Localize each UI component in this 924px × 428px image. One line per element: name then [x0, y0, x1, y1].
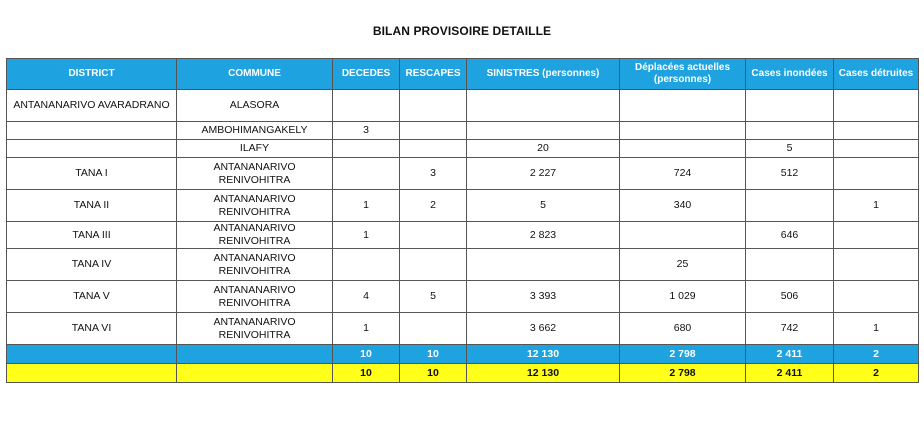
cell-decedes — [333, 140, 400, 158]
cell-cases-detruites: 1 — [834, 313, 919, 345]
cell-decedes — [333, 249, 400, 281]
cell-sinistres — [467, 90, 620, 122]
table-row — [7, 249, 919, 281]
cell-district: TANA VI — [7, 313, 177, 345]
cell-district: TANA IV — [7, 249, 177, 281]
col-header-cases-inondees: Cases inondées — [746, 59, 834, 90]
cell-commune: ANTANANARIVO RENIVOHITRA — [177, 249, 333, 281]
cell-cases-inondees: 506 — [746, 281, 834, 313]
cell-commune: ANTANANARIVO RENIVOHITRA — [177, 158, 333, 190]
cell-commune: ANTANANARIVO RENIVOHITRA — [177, 222, 333, 249]
cell-sinistres: 2 823 — [467, 222, 620, 249]
cell-commune: AMBOHIMANGAKELY — [177, 122, 333, 140]
cell-decedes: 4 — [333, 281, 400, 313]
cell-rescapes: 5 — [400, 281, 467, 313]
cell-total-sinistres: 12 130 — [467, 364, 620, 383]
cell-deplacees: 340 — [620, 190, 746, 222]
cell-cases-detruites — [834, 281, 919, 313]
cell-rescapes — [400, 249, 467, 281]
col-header-sinistres: SINISTRES (personnes) — [467, 59, 620, 90]
cell-cases-detruites — [834, 90, 919, 122]
cell-commune — [177, 345, 333, 364]
cell-deplacees — [620, 222, 746, 249]
cell-cases-inondees — [746, 249, 834, 281]
cell-sinistres: 3 393 — [467, 281, 620, 313]
cell-total-decedes: 10 — [333, 345, 400, 364]
cell-total-cases-detruites: 2 — [834, 345, 919, 364]
cell-district — [7, 364, 177, 383]
total-row-yellow — [7, 364, 919, 383]
page-title: BILAN PROVISOIRE DETAILLE — [372, 24, 552, 38]
cell-total-cases-inondees: 2 411 — [746, 345, 834, 364]
table-row — [7, 281, 919, 313]
cell-sinistres: 5 — [467, 190, 620, 222]
cell-rescapes: 2 — [400, 190, 467, 222]
cell-commune — [177, 364, 333, 383]
bilan-table — [6, 58, 919, 383]
cell-deplacees: 1 029 — [620, 281, 746, 313]
cell-decedes: 1 — [333, 222, 400, 249]
cell-decedes — [333, 158, 400, 190]
cell-decedes: 3 — [333, 122, 400, 140]
cell-decedes: 1 — [333, 313, 400, 345]
cell-district: ANTANANARIVO AVARADRANO — [7, 90, 177, 122]
cell-total-rescapes: 10 — [400, 364, 467, 383]
cell-district: TANA III — [7, 222, 177, 249]
cell-decedes: 1 — [333, 190, 400, 222]
cell-total-deplacees: 2 798 — [620, 364, 746, 383]
col-header-district: DISTRICT — [7, 59, 177, 90]
table-row — [7, 158, 919, 190]
cell-total-cases-detruites: 2 — [834, 364, 919, 383]
cell-rescapes — [400, 90, 467, 122]
cell-commune: ANTANANARIVO RENIVOHITRA — [177, 281, 333, 313]
cell-commune: ANTANANARIVO RENIVOHITRA — [177, 190, 333, 222]
total-row-blue — [7, 345, 919, 364]
cell-deplacees: 680 — [620, 313, 746, 345]
cell-sinistres — [467, 122, 620, 140]
cell-cases-inondees: 646 — [746, 222, 834, 249]
cell-cases-inondees — [746, 90, 834, 122]
cell-district: TANA II — [7, 190, 177, 222]
cell-rescapes: 3 — [400, 158, 467, 190]
cell-rescapes — [400, 313, 467, 345]
cell-rescapes — [400, 122, 467, 140]
col-header-rescapes: RESCAPES — [400, 59, 467, 90]
cell-commune: ALASORA — [177, 90, 333, 122]
cell-total-cases-inondees: 2 411 — [746, 364, 834, 383]
cell-sinistres — [467, 249, 620, 281]
cell-district — [7, 345, 177, 364]
cell-deplacees: 25 — [620, 249, 746, 281]
cell-deplacees: 724 — [620, 158, 746, 190]
cell-district: TANA V — [7, 281, 177, 313]
cell-deplacees — [620, 90, 746, 122]
cell-cases-inondees: 742 — [746, 313, 834, 345]
cell-commune: ILAFY — [177, 140, 333, 158]
table-row — [7, 222, 919, 249]
col-header-deplacees: Déplacées actuelles (personnes) — [620, 59, 746, 90]
cell-rescapes — [400, 140, 467, 158]
cell-deplacees — [620, 140, 746, 158]
cell-sinistres: 2 227 — [467, 158, 620, 190]
cell-cases-detruites — [834, 158, 919, 190]
cell-rescapes — [400, 222, 467, 249]
cell-total-sinistres: 12 130 — [467, 345, 620, 364]
cell-cases-detruites — [834, 122, 919, 140]
cell-district — [7, 140, 177, 158]
col-header-cases-detruites: Cases détruites — [834, 59, 919, 90]
col-header-decedes: DECEDES — [333, 59, 400, 90]
cell-total-rescapes: 10 — [400, 345, 467, 364]
cell-cases-inondees — [746, 122, 834, 140]
cell-district — [7, 122, 177, 140]
table-row — [7, 190, 919, 222]
cell-total-deplacees: 2 798 — [620, 345, 746, 364]
cell-cases-detruites: 1 — [834, 190, 919, 222]
col-header-commune: COMMUNE — [177, 59, 333, 90]
cell-total-decedes: 10 — [333, 364, 400, 383]
cell-sinistres: 20 — [467, 140, 620, 158]
cell-decedes — [333, 90, 400, 122]
cell-cases-inondees: 5 — [746, 140, 834, 158]
cell-cases-inondees: 512 — [746, 158, 834, 190]
cell-cases-inondees — [746, 190, 834, 222]
cell-cases-detruites — [834, 222, 919, 249]
cell-sinistres: 3 662 — [467, 313, 620, 345]
table-row — [7, 140, 919, 158]
cell-cases-detruites — [834, 249, 919, 281]
cell-district: TANA I — [7, 158, 177, 190]
table-row — [7, 90, 919, 122]
table-row — [7, 122, 919, 140]
table-row — [7, 313, 919, 345]
table-header-row — [7, 59, 919, 90]
cell-deplacees — [620, 122, 746, 140]
cell-commune: ANTANANARIVO RENIVOHITRA — [177, 313, 333, 345]
cell-cases-detruites — [834, 140, 919, 158]
